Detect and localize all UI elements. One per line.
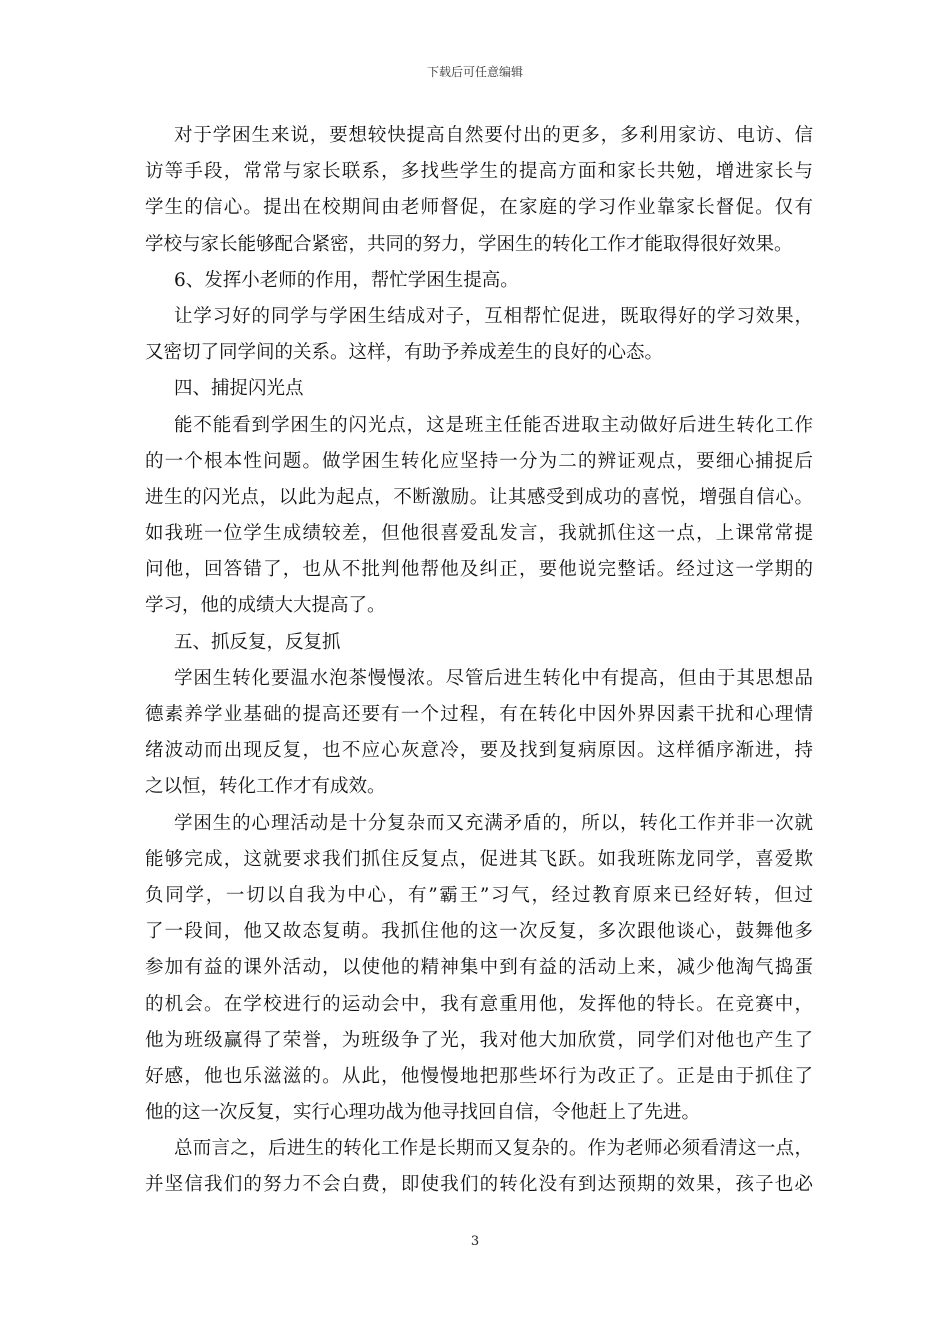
section-heading: 四、捕捉闪光点 [174, 378, 304, 400]
section-heading: 五、抓反复，反复抓 [174, 631, 341, 653]
text-line: 参加有益的课外活动，以使他的精神集中到有益的活动上来，减少他淘气捣蛋 [145, 957, 813, 979]
text-line: 学校与家长能够配合紧密，共同的努力，学困生的转化工作才能取得很好效果。 [145, 233, 793, 255]
text-line: 如我班一位学生成绩较差，但他很喜爱乱发言，我就抓住这一点，上课常常提 [145, 523, 813, 545]
text-line: 访等手段，常常与家长联系，多找些学生的提高方面和家长共勉，增进家长与 [145, 161, 813, 183]
text-line: 他为班级赢得了荣誉，为班级争了光，我对他大加欣赏，同学们对他也产生了 [145, 1029, 813, 1051]
text-line: 的机会。在学校进行的运动会中，我有意重用他，发挥他的特长。在竞赛中， [145, 993, 813, 1015]
text-line: 问他，回答错了，也从不批判他帮他及纠正，要他说完整话。经过这一学期的 [145, 559, 813, 581]
text-line: 的一个根本性问题。做学困生转化应坚持一分为二的辨证观点，要细心捕捉后 [145, 450, 813, 472]
text-line: 学困生的心理活动是十分复杂而又充满矛盾的，所以，转化工作并非一次就 [174, 812, 813, 834]
text-line: 负同学，一切以自我为中心，有”霸王”习气，经过教育原来已经好转，但过 [145, 884, 813, 906]
text-line: 学生的信心。提出在校期间由老师督促，在家庭的学习作业靠家长督促。仅有 [145, 197, 813, 219]
text-line: 他的这一次反复，实行心理功战为他寻找回自信，令他赶上了先进。 [145, 1102, 701, 1124]
text-line: 之以恒，转化工作才有成效。 [145, 776, 386, 798]
text-line: 学困生转化要温水泡茶慢慢浓。尽管后进生转化中有提高，但由于其思想品 [174, 667, 813, 689]
text-line: 绪波动而出现反复，也不应心灰意冷，要及找到复病原因。这样循序渐进，持 [145, 740, 813, 762]
text-line: 对于学困生来说，要想较快提高自然要付出的更多，多利用家访、电访、信 [174, 125, 813, 146]
page-header: 下载后可任意编辑 [426, 65, 523, 79]
text-line: 能不能看到学困生的闪光点，这是班主任能否进取主动做好后进生转化工作 [174, 414, 813, 436]
section-heading: 6、发挥小老师的作用，帮忙学困生提高。 [174, 269, 519, 291]
text-line: 德素养学业基础的提高还要有一个过程，有在转化中因外界因素干扰和心理情 [145, 704, 813, 725]
text-line: 了一段间，他又故态复萌。我抓住他的这一次反复，多次跟他谈心，鼓舞他多 [145, 921, 813, 943]
page-number: 3 [470, 1234, 480, 1249]
text-line: 学习，他的成绩大大提高了。 [145, 595, 386, 617]
document-body [145, 122, 813, 1208]
text-line: 并坚信我们的努力不会白费，即使我们的转化没有到达预期的效果，孩子也必 [145, 1174, 813, 1196]
text-line: 进生的闪光点，以此为起点，不断激励。让其感受到成功的喜悦，增强自信心。 [145, 486, 813, 508]
text-line: 让学习好的同学与学困生结成对子，互相帮忙促进，既取得好的学习效果， [174, 305, 813, 327]
text-line: 能够完成，这就要求我们抓住反复点，促进其飞跃。如我班陈龙同学，喜爱欺 [145, 848, 813, 870]
text-line: 总而言之，后进生的转化工作是长期而又复杂的。作为老师必须看清这一点， [174, 1138, 813, 1160]
text-line: 又密切了同学间的关系。这样，有助予养成差生的良好的心态。 [145, 342, 664, 364]
text-line: 好感，他也乐滋滋的。从此，他慢慢地把那些坏行为改正了。正是由于抓住了 [145, 1065, 813, 1087]
